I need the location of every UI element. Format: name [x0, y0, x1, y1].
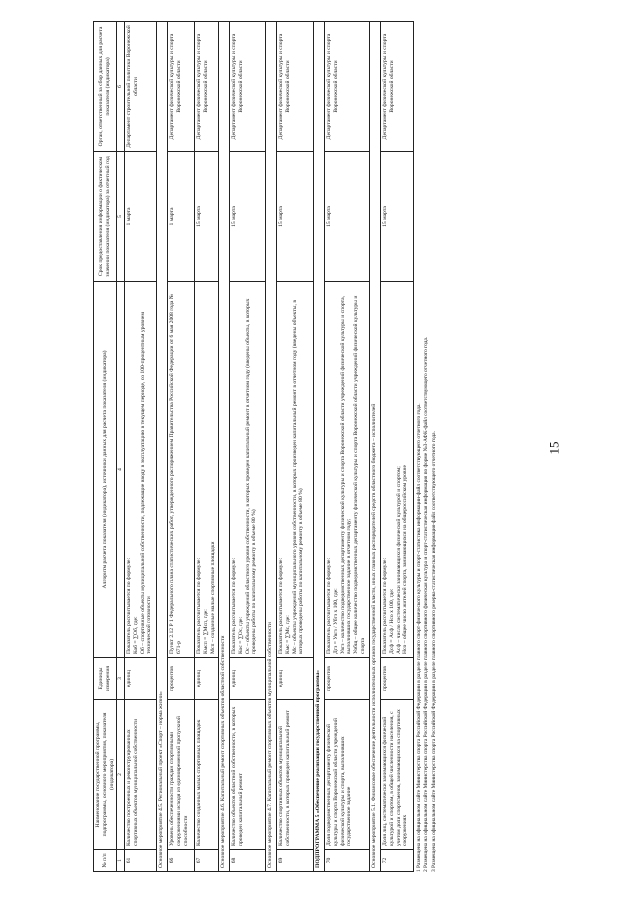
- column-number: 6: [117, 22, 125, 152]
- column-number: 1: [117, 850, 125, 872]
- cell-indicator-name: Количество объектов областной собственности, в которых проведен капитальный ремонт: [230, 700, 266, 850]
- cell-deadline: 15 марта: [230, 152, 266, 282]
- cell-agency: Департамент физической культуры и спорта Воронежской области: [195, 22, 219, 152]
- cell-algorithm: Показатель рассчитывается по формуле: Коб = ∑Об, где: Об – спортивные объекты муниципальной собственности, подлежащие вводу в эксплуатацию в текущем периоде, со 100-процентным уровнем технической готовности: [125, 282, 157, 658]
- cell-indicator-name: Количество построенных и реконструированных спортивных объектов муниципальной собственности: [125, 700, 157, 850]
- cell-agency: Департамент физической культуры и спорта Воронежской области: [325, 22, 370, 152]
- cell-indicator-name: Доля лиц, систематически занимающихся физической культурой и спортом, в общей численности населения, с учетом доли спортсменов, занимающихся на спортивных сооружениях: [381, 700, 414, 850]
- cell-number: 66: [168, 850, 195, 872]
- section-title: Основное мероприятие 4.7. Капитальный ремонт спортивных объектов муниципальной собственности: [266, 22, 277, 872]
- cell-agency: Департамент физической культуры и спорта Воронежской области: [381, 22, 414, 152]
- cell-unit: единиц: [277, 658, 314, 700]
- cell-unit: единиц: [195, 658, 219, 700]
- cell-algorithm: Пункт 2.12 Р 1 Федерального плана статистических работ, утвержденного распоряжением Правительства Российской Федерации от 6 мая 2008 года № 671-р: [168, 282, 195, 658]
- footnote: 3 Размещена на официальном сайте Министерства спорта Российской Федерации в разделе главного спортивного резерва-статистическая информация-файл соответствующего отчетного года.: [430, 431, 437, 872]
- cell-agency: Департамент физической культуры и спорта Воронежской области: [277, 22, 314, 152]
- table-row: [381, 22, 414, 872]
- cell-unit: процентов: [381, 658, 414, 700]
- section-title: Основное мероприятие 5.1. Финансовое обеспечение деятельности исполнительных органов государственной власти, иных главных распорядителей средств областного бюджета – исполнителей: [370, 22, 381, 872]
- section-title: Основное мероприятие 4.5. Региональный проект «Спорт – норма жизни»: [157, 22, 168, 872]
- cell-number: 67: [195, 850, 219, 872]
- cell-deadline: 15 марта: [195, 152, 219, 282]
- column-number-row: [117, 22, 125, 872]
- column-number: 2: [117, 700, 125, 850]
- cell-deadline: 15 марта: [277, 152, 314, 282]
- column-number: 3: [117, 658, 125, 700]
- table-row: [325, 22, 370, 872]
- cell-algorithm: Показатель рассчитывается по формуле: Дсф = Асф / Нсо х 100, где: Асф – число систематически занимающихся физической культурой и спортом; Нсо – общее число жителей спорта, занимающихся на общероссийском уровне: [381, 282, 414, 658]
- footnote: 2 Размещена на официальном сайте Министерства спорта Российской Федерации в разделе главного спортивного физическая культура и спорт-статистическая информация по форме №3-АФК-файл соответствующего отчетного года.: [423, 336, 430, 872]
- table-body: [125, 22, 414, 872]
- cell-agency: Департамент физической культуры и спорта Воронежской области: [230, 22, 266, 152]
- cell-deadline: 15 марта: [325, 152, 370, 282]
- section-title: ПОДПРОГРАММА 5 «Обеспечение реализации государственной программы»: [314, 22, 325, 872]
- rotated-page: [93, 22, 513, 872]
- cell-algorithm: Показатель рассчитывается по формуле: Дгз = Увгз / Убгз х 100, где: Увгз – количество подведомственных департаменту физической культуры и спорта Воронежской области учреждений физической культуры и спорта, выполнивших государственное задание в отчетном году; Уобщ – общее количество подведомственных департаменту физической культуры и спорта Воронежской области учреждений физической культуры и спорта: [325, 282, 370, 658]
- cell-unit: единиц: [230, 658, 266, 700]
- cell-number: 72: [381, 850, 414, 872]
- cell-indicator-name: Доля подведомственных департаменту физической культуры и спорта Воронежской области учреждений физической культуры и спорта, выполнивших государственное задание: [325, 700, 370, 850]
- column-number: 4: [117, 282, 125, 658]
- section-row: [157, 22, 168, 872]
- table-row: [277, 22, 314, 872]
- footnotes: [416, 22, 438, 872]
- cell-number: 68: [230, 850, 266, 872]
- table-row: [230, 22, 266, 872]
- header-agency: Орган, ответственный за сбор данных для расчета показателя (индикатора): [94, 22, 117, 152]
- cell-deadline: 1 марта: [168, 152, 195, 282]
- cell-deadline: 15 марта: [381, 152, 414, 282]
- cell-deadline: 1 марта: [125, 152, 157, 282]
- column-number: 5: [117, 152, 125, 282]
- section-row: [266, 22, 277, 872]
- cell-unit: процентов: [168, 658, 195, 700]
- cell-indicator-name: Уровень обеспеченности граждан спортивными сооружениями исходя из единовременной пропускной способности: [168, 700, 195, 850]
- cell-algorithm: Показатель рассчитывается по формуле: Кмсп = ∑Мсп, где: Мсп – созданные малые спортивные площадки: [195, 282, 219, 658]
- section-row: [314, 22, 325, 872]
- table-row: [168, 22, 195, 872]
- header-deadline: Срок предоставления информации о фактическом значении показателя (индикатора) за отчетный год: [94, 152, 117, 282]
- table-row: [125, 22, 157, 872]
- header-unit: Единицы измерения: [94, 658, 117, 700]
- cell-number: 69: [277, 850, 314, 872]
- section-row: [219, 22, 230, 872]
- cell-agency: Департамент физической культуры и спорта Воронежской области: [168, 22, 195, 152]
- cell-agency: Департамент строительной политики Воронежской области: [125, 22, 157, 152]
- cell-number: 61: [125, 850, 157, 872]
- table-header-row: [94, 22, 117, 872]
- cell-indicator-name: Количество спортивных объектов муниципальной собственности, в которых проведен капитальный ремонт: [277, 700, 314, 850]
- header-name: Наименование государственной программы, подпрограммы, основного мероприятия, показателя (индикатора): [94, 700, 117, 850]
- cell-unit: единиц: [125, 658, 157, 700]
- header-algorithm: Алгоритм расчета показателя (индикатора), источники данных для расчета показателя (индикатора): [94, 282, 117, 658]
- section-row: [370, 22, 381, 872]
- cell-unit: процентов: [325, 658, 370, 700]
- footnote: 1 Размещена на официальном сайте Министерства спорта Российской Федерации в разделе главного спорт-физического культуры и спорт-статистика информации-файл соответствующего отчетного года.: [416, 403, 423, 872]
- cell-indicator-name: Количество созданных малых спортивных площадок: [195, 700, 219, 850]
- indicators-table: [93, 21, 414, 872]
- cell-algorithm: Показатель рассчитывается по формуле: Кос = ∑Ос, где: Ос – объекты учреждений областного уровня собственности, в которых проведен капитальный ремонт в отчетном году (введены объекты, в которых проведены работы по капитальному ремонту в объеме 80 %): [230, 282, 266, 658]
- table-row: [195, 22, 219, 872]
- header-number: № п/п: [94, 850, 117, 872]
- section-title: Основное мероприятие 4.6. Капитальный ремонт спортивных объектов областной собственности: [219, 22, 230, 872]
- cell-algorithm: Показатель рассчитывается по формуле: Кмс = ∑Мс, где: Мс – объекты учреждений муниципального уровня собственности, в которых произведен капитальный ремонт в отчетном году (введены объекты, в которых проведены работы по капитальному ремонту в объеме 80 %): [277, 282, 314, 658]
- cell-number: 70: [325, 850, 370, 872]
- page-number: 15: [546, 441, 562, 455]
